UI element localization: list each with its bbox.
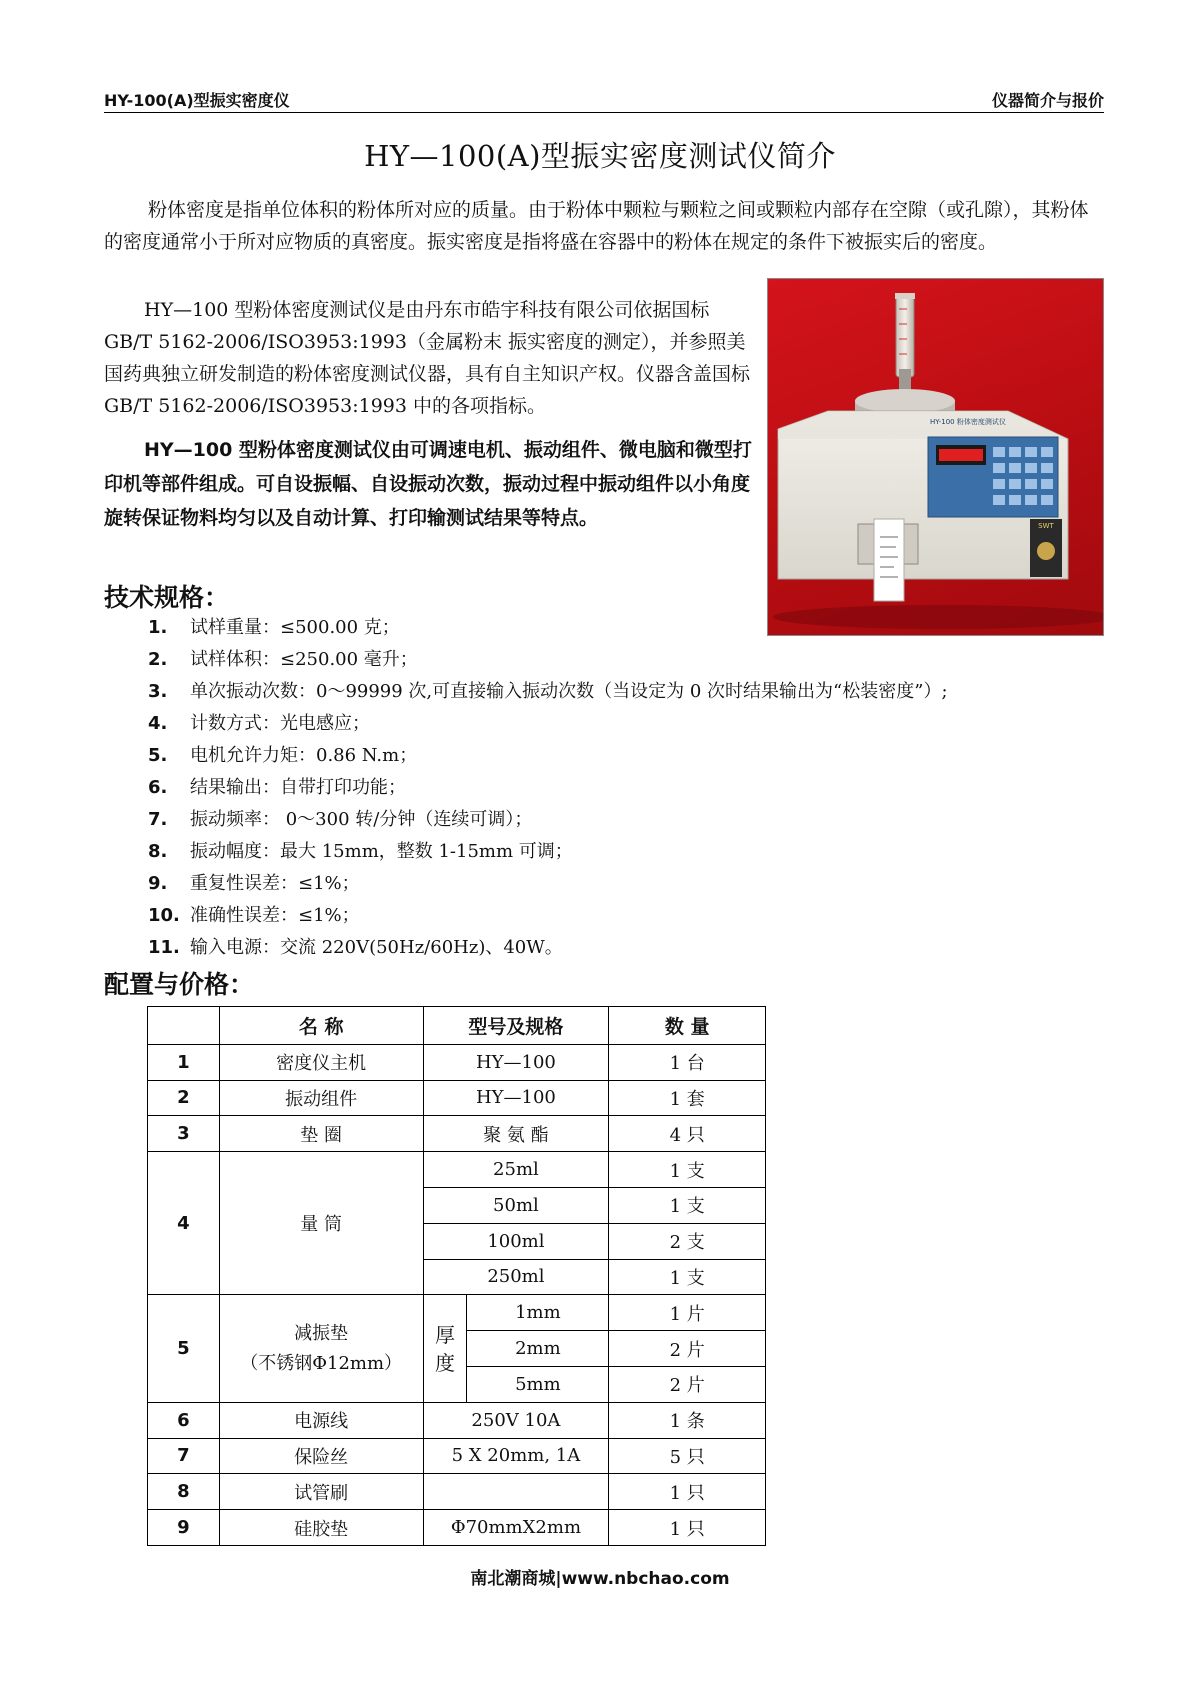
table-cell: 3	[148, 1116, 220, 1152]
table-cell: 振动组件	[219, 1080, 423, 1116]
table-cell	[219, 1295, 423, 1402]
spec-item	[148, 708, 370, 740]
table-cell: 1 条	[609, 1402, 766, 1438]
spec-text: 准确性误差：≤1%；	[190, 905, 360, 926]
table-cell: HY—100	[423, 1080, 609, 1116]
density-tester-illustration	[768, 279, 1104, 636]
spec-number: 9.	[148, 873, 168, 894]
spec-item	[148, 740, 417, 772]
table-cell: 2 片	[609, 1331, 766, 1367]
spec-text: 试样体积：≤250.00 毫升；	[190, 649, 418, 670]
page-title: HY—100(A)型振实密度测试仪简介	[364, 139, 836, 173]
table-cell: 5	[148, 1295, 220, 1402]
table-cell: 试管刷	[219, 1474, 423, 1510]
table-cell: 250ml	[423, 1259, 609, 1295]
table-row	[148, 1438, 766, 1474]
intro-p2: HY—100 型粉体密度测试仪是由丹东市皓宇科技有限公司依据国标 GB/T 5162-2006/ISO3953:1993（金属粉末 振实密度的测定），并参照美国药典独立研发制造的粉体密度测试仪器，具有自主知识产权。仪器含盖国标 GB/T 5162-2006/ISO3953:1993 中的各项指标。	[104, 299, 751, 417]
header-cell: 型号及规格	[423, 1007, 609, 1045]
table-cell: 2mm	[467, 1331, 609, 1367]
table-cell: 4 只	[609, 1116, 766, 1152]
spec-item	[148, 804, 532, 836]
spec-text: 电机允许力矩：0.86 N.m；	[190, 745, 418, 766]
table-cell: 量 筒	[219, 1152, 423, 1295]
spec-text: 输入电源：交流 220V(50Hz/60Hz)、40W。	[190, 937, 563, 958]
intro-p3: HY—100 型粉体密度测试仪由可调速电机、振动组件、微电脑和微型打印机等部件组成。可自设振幅、自设振动次数，振动过程中振动组件以小角度旋转保证物料均匀以及自动计算、打印输测试结果等特点。	[104, 439, 752, 529]
table-cell: 5mm	[467, 1366, 609, 1402]
table-row	[148, 1152, 766, 1188]
table-cell: 1 套	[609, 1080, 766, 1116]
thickness-label: 厚度	[423, 1295, 467, 1402]
spec-number: 1.	[148, 617, 168, 638]
table-cell: Φ70mmX2mm	[423, 1510, 609, 1546]
table-row	[148, 1510, 766, 1546]
spec-item	[148, 612, 400, 644]
table-cell: 50ml	[423, 1187, 609, 1223]
header-rule	[104, 112, 1104, 113]
spec-number: 6.	[148, 777, 168, 798]
table-cell: 垫 圈	[219, 1116, 423, 1152]
header-cell: 名 称	[219, 1007, 423, 1045]
table-cell: 25ml	[423, 1152, 609, 1188]
table-cell: HY—100	[423, 1044, 609, 1080]
spec-number: 4.	[148, 713, 168, 734]
table-cell: 5 只	[609, 1438, 766, 1474]
table-cell: 250V 10A	[423, 1402, 609, 1438]
spec-text: 结果输出：自带打印功能；	[190, 777, 406, 798]
table-row	[148, 1402, 766, 1438]
config-table	[147, 1006, 766, 1546]
spec-number: 7.	[148, 809, 168, 830]
table-cell: 1 支	[609, 1152, 766, 1188]
table-cell: 7	[148, 1438, 220, 1474]
table-cell: 密度仪主机	[219, 1044, 423, 1080]
table-row	[148, 1116, 766, 1152]
shock-pad-name: 减振垫	[294, 1322, 349, 1344]
config-heading: 配置与价格：	[104, 970, 255, 999]
table-cell: 1 片	[609, 1295, 766, 1331]
spec-item	[148, 868, 360, 900]
header-right: 仪器简介与报价	[991, 91, 1104, 110]
table-cell: 硅胶垫	[219, 1510, 423, 1546]
spec-number: 10.	[148, 905, 180, 926]
table-cell: 电源线	[219, 1402, 423, 1438]
shock-pad-material: （不锈钢Φ12mm）	[240, 1352, 403, 1374]
spec-text: 单次振动次数：0～99999 次,可直接输入振动次数（当设定为 0 次时结果输出为“松装密度”）;	[190, 681, 948, 702]
table-cell: 100ml	[423, 1223, 609, 1259]
table-cell: 2	[148, 1080, 220, 1116]
table-cell: 5 X 20mm, 1A	[423, 1438, 609, 1474]
table-row	[148, 1295, 766, 1331]
specs-heading: 技术规格：	[104, 583, 230, 612]
spec-item	[148, 900, 360, 932]
spec-item	[148, 772, 406, 804]
spec-number: 2.	[148, 649, 168, 670]
table-row	[148, 1080, 766, 1116]
spec-number: 8.	[148, 841, 168, 862]
spec-number: 11.	[148, 937, 180, 958]
table-cell: 2 片	[609, 1366, 766, 1402]
intro-paragraph-3	[104, 433, 754, 535]
spec-text: 试样重量：≤500.00 克；	[190, 617, 400, 638]
spec-text: 振动频率： 0～300 转/分钟（连续可调）；	[190, 809, 533, 830]
table-cell: 1 支	[609, 1187, 766, 1223]
spec-number: 5.	[148, 745, 168, 766]
header-left: HY-100(A)型振实密度仪	[104, 91, 290, 110]
table-cell: 4	[148, 1152, 220, 1295]
table-cell: 1 只	[609, 1510, 766, 1546]
intro-paragraph-2	[104, 294, 754, 422]
header-cell: 数 量	[609, 1007, 766, 1045]
table-row	[148, 1044, 766, 1080]
table-row	[148, 1474, 766, 1510]
table-header-row	[148, 1007, 766, 1045]
spec-item	[148, 836, 573, 868]
device-knob-label: SWT	[1038, 522, 1054, 530]
footer-site-link[interactable]: 南北潮商城|www.nbchao.com	[470, 1569, 730, 1589]
table-cell: 8	[148, 1474, 220, 1510]
table-cell: 6	[148, 1402, 220, 1438]
table-cell	[423, 1474, 609, 1510]
table-cell: 2 支	[609, 1223, 766, 1259]
table-cell: 聚 氨 酯	[423, 1116, 609, 1152]
spec-item	[148, 932, 563, 964]
intro-p1: 粉体密度是指单位体积的粉体所对应的质量。由于粉体中颗粒与颗粒之间或颗粒内部存在空隙（或孔隙），其粉体的密度通常小于所对应物质的真密度。振实密度是指将盛在容器中的粉体在规定的条件下被振实后的密度。	[104, 199, 1089, 253]
spec-item	[148, 644, 418, 676]
intro-paragraph-1	[104, 194, 1104, 258]
table-cell: 1 支	[609, 1259, 766, 1295]
spec-text: 重复性误差：≤1%；	[190, 873, 360, 894]
spec-text: 振动幅度：最大 15mm，整数 1-15mm 可调；	[190, 841, 573, 862]
table-cell: 1 只	[609, 1474, 766, 1510]
spec-number: 3.	[148, 681, 168, 702]
table-cell: 1mm	[467, 1295, 609, 1331]
table-cell: 9	[148, 1510, 220, 1546]
table-cell: 保险丝	[219, 1438, 423, 1474]
table-cell: 1 台	[609, 1044, 766, 1080]
header-cell	[148, 1007, 220, 1045]
table-cell: 1	[148, 1044, 220, 1080]
spec-item	[148, 676, 948, 708]
product-photo	[767, 278, 1104, 636]
spec-text: 计数方式：光电感应；	[190, 713, 370, 734]
device-panel-label: HY-100 粉体密度测试仪	[930, 418, 1006, 426]
